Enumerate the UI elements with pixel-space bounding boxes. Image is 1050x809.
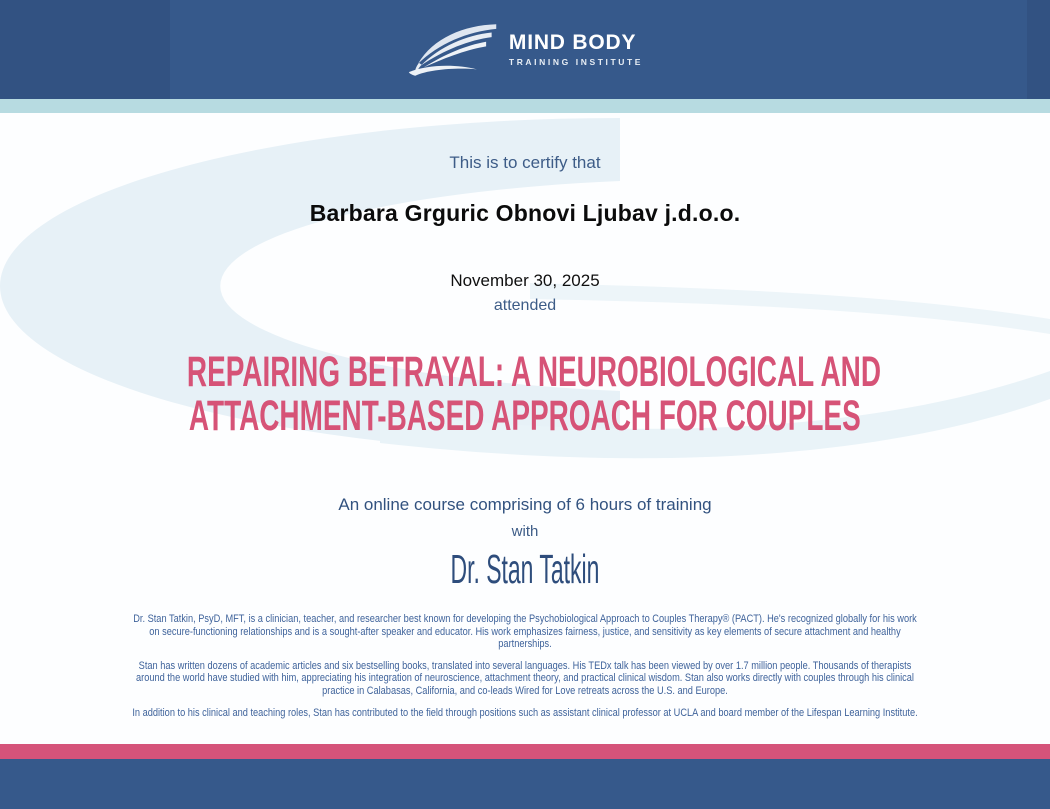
bio-paragraph-1: Dr. Stan Tatkin, PsyD, MFT, is a clinician, teacher, and researcher best known for developing the Psychobiological Approach to Couples Therapy® (PACT). He's recognized globally for his work on secure-functioning relationships and is a sought-after speaker and educator. His work emphasizes fairness, justice, and sensitivity as key elements of secure attachment and healthy partnerships. bbox=[133, 613, 917, 651]
presenter-bio bbox=[0, 613, 1050, 728]
logo-tagline: TRAINING INSTITUTE bbox=[508, 57, 644, 67]
course-format-line: An online course comprising of 6 hours of training bbox=[338, 495, 712, 514]
banner-corner-shade-left bbox=[0, 0, 170, 99]
recipient-name: Barbara Grguric Obnovi Ljubav j.d.o.o. bbox=[309, 200, 741, 226]
pink-accent-band bbox=[0, 744, 1050, 759]
header-banner bbox=[0, 0, 1050, 99]
certificate-body bbox=[0, 113, 1050, 744]
feather-swoosh-icon bbox=[407, 23, 499, 77]
course-title-line-2: ATTACHMENT-BASED APPROACH FOR COUPLES bbox=[189, 392, 861, 440]
logo-brand-name: MIND BODY bbox=[508, 31, 637, 54]
course-date: November 30, 2025 bbox=[450, 271, 600, 290]
banner-corner-shade-right bbox=[1027, 0, 1050, 99]
course-title bbox=[0, 350, 1050, 438]
bio-paragraph-3: In addition to his clinical and teaching roles, Stan has contributed to the field through positions such as assistant clinical professor at UCLA and board member of the Lifespan Learning Institute. bbox=[132, 706, 918, 719]
bio-paragraph-2: Stan has written dozens of academic articles and six bestselling books, translated into several languages. His TEDx talk has been viewed by over 1.7 million people. Thousands of therapists around the world have studied with him, appreciating his integration of neuroscience, attachment theory, and practical clinical wisdom. Stan also works directly with couples through his clinical practice in Calabasas, California, and co-leads Wired for Love retreats across the U.S. and Europe. bbox=[136, 659, 914, 697]
mind-body-logo bbox=[407, 23, 643, 77]
attended-label: attended bbox=[493, 297, 557, 314]
logo-text bbox=[509, 32, 643, 67]
teal-divider-strip bbox=[0, 99, 1050, 113]
course-title-line-1: REPAIRING BETRAYAL: A NEUROBIOLOGICAL AND bbox=[186, 348, 882, 396]
with-label: with bbox=[511, 523, 539, 540]
footer-blue-band bbox=[0, 759, 1050, 809]
presenter-name: Dr. Stan Tatkin bbox=[450, 546, 600, 592]
certify-line: This is to certify that bbox=[449, 153, 601, 172]
